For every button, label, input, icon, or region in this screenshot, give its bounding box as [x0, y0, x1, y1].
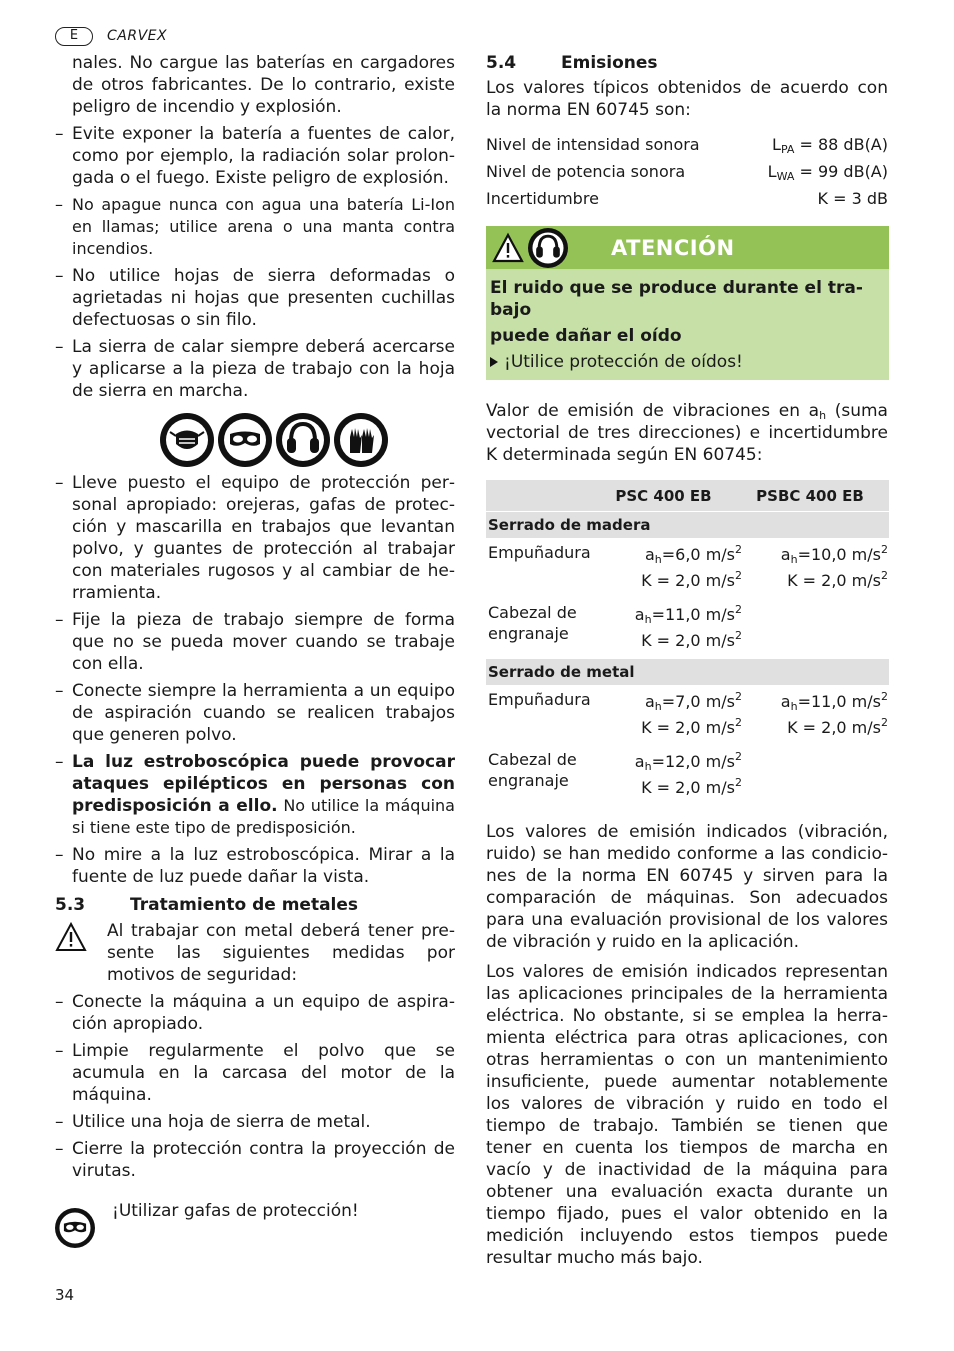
- continued-text: nales. No cargue las baterías en cargadores de otros fabricantes. De lo contrario, existe peligro de incendio y explosión.: [72, 53, 455, 117]
- list-item-strobe: – La luz estroboscópica puede provocar ataques epilépticos en personas con predisposición a ello. No utilice la máquina si tiene este tipo de predisposición.: [55, 752, 455, 837]
- table-row: Empuñadura $a_h=7,0$ $m/s^2$ K = 2,0 $m/s^2$ $a_h=11,0$ $m/s^2$ K = 2,0 $m/s^2$: [488, 690, 888, 737]
- list-item: – Evite exponer la batería a fuentes de calor, como por ejemplo, la radiación solar prolongada o el fuego. Existe peligro de explosión.: [55, 124, 455, 188]
- safety-goggles-icon: [55, 1208, 95, 1248]
- list-item: – Utilice una hoja de sierra de metal.: [55, 1112, 371, 1132]
- list-item: – Conecte siempre la herramienta a un equipo de aspiración cuando se realicen trabajos que generen polvo.: [55, 681, 455, 745]
- left-column: [55, 52, 455, 1248]
- language-badge: E: [55, 27, 93, 46]
- noise-row-wa: Nivel de potencia sonora $L_{WA} = 99$ dB(A): [486, 161, 888, 183]
- table-header: PSC 400 EB PSBC 400 EB: [486, 480, 889, 511]
- gloves-icon: [334, 413, 388, 467]
- attention-title: ATENCIÓN: [611, 235, 735, 260]
- metal-warning: Al trabajar con metal deberá tener presente las siguientes medidas por motivos de seguridad:: [55, 920, 455, 986]
- noise-row-pa: Nivel de intensidad sonora $L_{PA} = 88$ dB(A): [486, 134, 888, 156]
- list-item: – Conecte la máquina a un equipo de aspiración apropiado.: [55, 992, 455, 1034]
- ear-protection-icon: [276, 413, 330, 467]
- ppe-icon-row: [160, 413, 455, 467]
- warning-triangle-icon: [55, 920, 107, 986]
- attention-line-1: El ruido que se produce durante el trabajo: [490, 278, 863, 320]
- arrow-right-icon: [490, 357, 498, 367]
- vibration-intro: Valor de emisión de vibraciones en $a_h$ (suma vectorial de tres direcciones) e incertidumbre K determinada según EN 60745:: [486, 401, 888, 465]
- section-heading-5-3: 5.3 Tratamiento de metales: [55, 895, 359, 915]
- table-row: Cabezal de engranaje $a_h=12,0$ $m/s^2$ K = 2,0 $m/s^2$: [488, 750, 742, 797]
- noise-row-uncertainty: Incertidumbre K = 3 dB: [486, 188, 888, 208]
- list-item: – No mire a la luz estroboscópica. Mirar a la fuente de luz puede dañar la vista.: [55, 845, 455, 887]
- emission-paragraph-1: Los valores de emisión indicados (vibración, ruido) se han medido conforme a las condiciones de la norma EN 60745 y sirven para la comparación de máquinas. Son adecuados para una evaluación provisional de los valores de vibración y ruido en la aplicación.: [486, 822, 888, 952]
- warning-triangle-icon: [492, 230, 524, 266]
- table-row: Cabezal de engranaje $a_h=11,0$ $m/s^2$ K = 2,0 $m/s^2$: [488, 603, 742, 650]
- table-section-metal: Serrado de metal: [486, 658, 889, 685]
- page-header: [55, 26, 167, 46]
- attention-body: [486, 269, 889, 380]
- right-column: [486, 52, 888, 1269]
- list-item: – Cierre la protección contra la proyección de virutas.: [55, 1139, 455, 1181]
- list-item: – No utilice hojas de sierra deformadas o agrietadas ni hojas que presenten cuchillas defectuosas o sin filo.: [55, 266, 455, 330]
- emission-paragraph-2: Los valores de emisión indicados representan las aplicaciones principales de la herramienta eléctrica. No obstante, si se emplea la herramienta eléctrica para otras aplicaciones, con otras herramientas o con un mantenimiento insuficiente, puede aumentar notablemente los valores de vibración y ruido en todo el tiempo de trabajo. También se tienen que tener en cuenta los tiempos de marcha en vacío y de inactividad de la máquina para obtener una evaluación exacta durante un tiempo fijado, pues el valor obtenido en la medición incluyendo estos tiempos puede resultar mucho más bajo.: [486, 962, 888, 1268]
- list-item: – La sierra de calar siempre deberá acercarse y aplicarse a la pieza de trabajo con la hoja de sierra en marcha.: [55, 337, 455, 401]
- vibration-table: [486, 480, 889, 805]
- table-section-wood: Serrado de madera: [486, 511, 889, 538]
- ear-protection-icon: [528, 228, 568, 268]
- attention-header: [486, 226, 889, 269]
- list-item: – Lleve puesto el equipo de protección personal apropiado: orejeras, gafas de protección y mascarilla en trabajos que levantan polvo, y guantes de protección al trabajar con materiales rugosos y al cambiar de herramienta.: [55, 473, 455, 603]
- page-number: 34: [55, 1286, 75, 1304]
- table-row: Empuñadura $a_h=6,0$ $m/s^2$ K = 2,0 $m/s^2$ $a_h=10,0$ $m/s^2$ K = 2,0 $m/s^2$: [488, 543, 888, 590]
- list-item: – Limpie regularmente el polvo que se acumula en la carcasa del motor de la máquina.: [55, 1041, 455, 1105]
- list-item: – No apague nunca con agua una batería Li-Ion en llamas; utilice arena o una manta contra incendios.: [55, 195, 455, 258]
- attention-box: [486, 226, 889, 380]
- attention-line-2: puede dañar el oído: [490, 326, 682, 346]
- section-heading-5-4: 5.4 Emisiones: [486, 53, 658, 73]
- dust-mask-icon: [160, 413, 214, 467]
- noise-values: [486, 131, 888, 212]
- attention-action: ¡Utilice protección de oídos!: [490, 351, 885, 373]
- list-item: – Fije la pieza de trabajo siempre de forma que no se pueda mover cuando se trabaje con ella.: [55, 610, 455, 674]
- emissions-intro: Los valores típicos obtenidos de acuerdo con la norma EN 60745 son:: [486, 78, 888, 120]
- goggles-note: ¡Utilizar gafas de protección!: [55, 1200, 455, 1248]
- brand-name: CARVEX: [107, 28, 168, 44]
- safety-goggles-icon: [218, 413, 272, 467]
